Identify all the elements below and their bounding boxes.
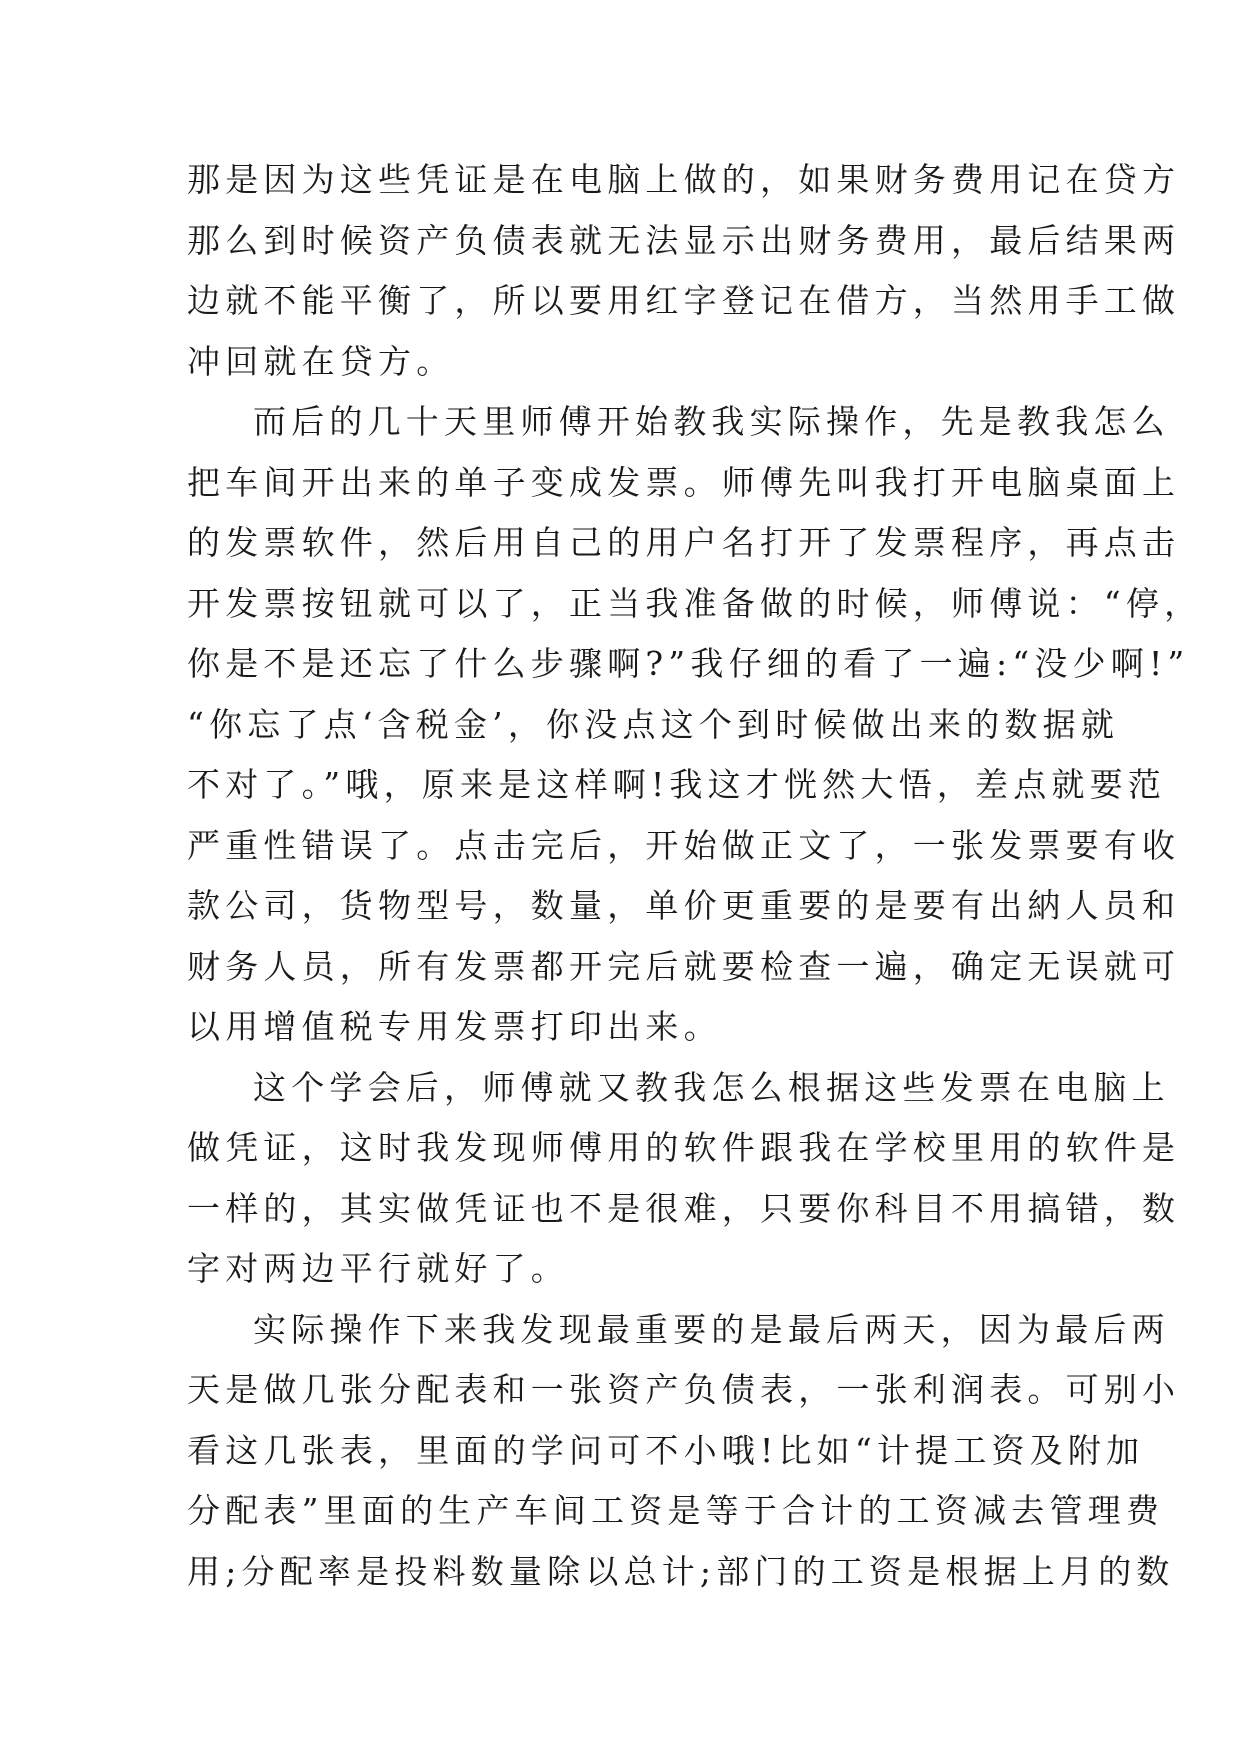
text-line: 字对两边平行就好了。 — [187, 1249, 569, 1288]
text-line: 一样的，其实做凭证也不是很难，只要你科目不用搞错，数 — [187, 1188, 1181, 1228]
text-line: 款公司，货物型号，数量，单价更重要的是要有出納人员和 — [187, 886, 1181, 925]
text-line: 把车间开出来的单子变成发票。师傅先叫我打开电脑桌面上 — [187, 462, 1181, 502]
text-line: 财务人员，所有发票都开完后就要检查一遍，确定无误就可 — [187, 946, 1181, 986]
text-line: 开发票按钮就可以了，正当我准备做的时候，师傅说：“停， — [187, 583, 1203, 623]
body-text — [187, 150, 1203, 1602]
text-line: 的发票软件，然后用自己的用户名打开了发票程序，再点击 — [187, 523, 1181, 562]
text-line: 以用增值税专用发票打印出来。 — [187, 1007, 722, 1046]
text-line: 做凭证，这时我发现师傅用的软件跟我在学校里用的软件是 — [187, 1128, 1181, 1167]
paragraph-start-line: 实际操作下来我发现最重要的是最后两天，因为最后两 — [253, 1309, 1170, 1349]
paragraph-start-line: 这个学会后，师傅就又教我怎么根据这些发票在电脑上 — [253, 1067, 1170, 1107]
text-line: 冲回就在贷方。 — [187, 341, 455, 381]
text-line: 边就不能平衡了，所以要用红字登记在借方，当然用手工做 — [187, 281, 1181, 320]
text-line: 天是做几张分配表和一张资产负债表，一张利润表。可别小 — [187, 1370, 1181, 1409]
text-line: 看这几张表，里面的学问可不小哦!比如“计提工资及附加 — [187, 1430, 1145, 1470]
text-line: 严重性错误了。点击完后，开始做正文了，一张发票要有收 — [187, 825, 1181, 865]
text-line: 分配表”里面的生产车间工资是等于合计的工资减去管理费 — [187, 1491, 1165, 1530]
text-line: 不对了。”哦，原来是这样啊!我这才恍然大悟，差点就要范 — [187, 765, 1167, 804]
text-line: 那是因为这些凭证是在电脑上做的，如果财务费用记在贷方 — [187, 160, 1181, 199]
text-line: 那么到时候资产负债表就无法显示出财务费用，最后结果两 — [187, 220, 1181, 260]
text-line: “你忘了点‘含税金’，你没点这个到时候做出来的数据就 — [187, 704, 1120, 744]
paragraph-start-line: 而后的几十天里师傅开始教我实际操作，先是教我怎么 — [253, 402, 1170, 441]
text-line: 用;分配率是投料数量除以总计;部门的工资是根据上月的数 — [187, 1551, 1175, 1591]
text-line: 你是不是还忘了什么步骤啊?”我仔细的看了一遍:“没少啊!” — [187, 644, 1190, 683]
